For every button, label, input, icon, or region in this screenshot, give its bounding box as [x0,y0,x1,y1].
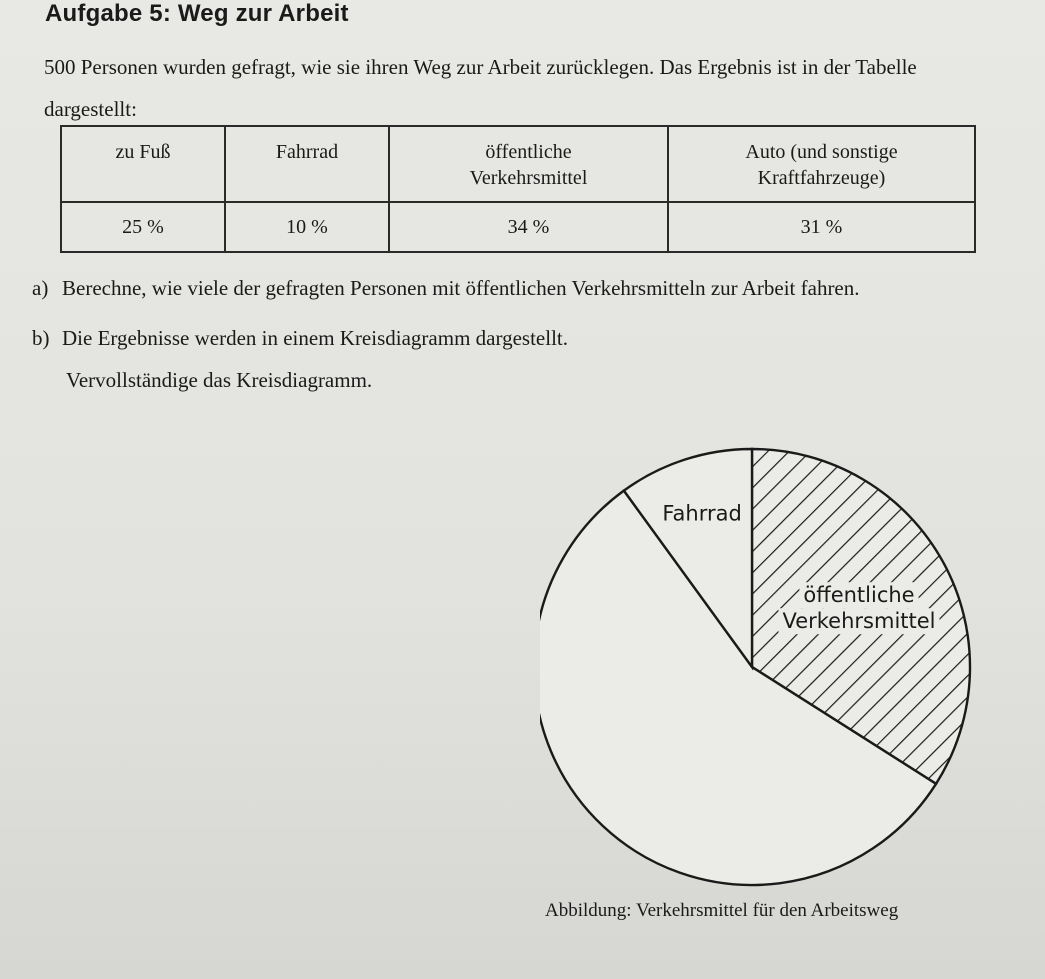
table-header-row [61,126,975,202]
task-b-letter: b) [32,326,50,350]
pie-chart [540,445,980,895]
header-line: Auto (und sonstige [745,141,898,163]
pie-slice-label: öffentliche [803,583,915,608]
task-b-text2: Vervollständige das Kreisdiagramm. [66,368,373,392]
table-value-row [61,202,975,252]
task-title: Aufgabe 5: Weg zur Arbeit [45,0,349,27]
chart-caption: Abbildung: Verkehrsmittel für den Arbeitsweg [545,900,899,921]
header-line: zu Fuß [115,141,171,163]
header-line: öffentliche [485,141,572,163]
header-cell-oepnv [389,126,668,202]
value-cell-zu-fuss: 25 % [61,202,225,252]
task-a-letter: a) [32,276,49,300]
value-cell-oepnv: 34 % [389,202,668,252]
pie-slice-label: Verkehrsmittel [782,609,936,634]
task-b-text: Die Ergebnisse werden in einem Kreisdiagramm dargestellt. [62,326,568,350]
results-table [60,125,976,253]
header-cell-fahrrad [225,126,389,202]
header-line: Verkehrsmittel [469,167,588,189]
value-cell-auto: 31 % [668,202,975,252]
task-a-text: Berechne, wie viele der gefragten Personen mit öffentlichen Verkehrsmitteln zur Arbeit fahren. [62,276,860,300]
header-line: Fahrrad [275,141,339,163]
task-a [32,276,860,301]
task-b [32,326,568,351]
intro-text: 500 Personen wurden gefragt, wie sie ihren Weg zur Arbeit zurücklegen. Das Ergebnis ist in der Tabelle dargestellt: [44,55,917,121]
header-cell-zu-fuss [61,126,225,202]
header-cell-auto [668,126,975,202]
value-cell-fahrrad: 10 % [225,202,389,252]
pie-slice-label: Fahrrad [662,501,742,526]
header-line: Kraftfahrzeuge) [757,167,886,189]
